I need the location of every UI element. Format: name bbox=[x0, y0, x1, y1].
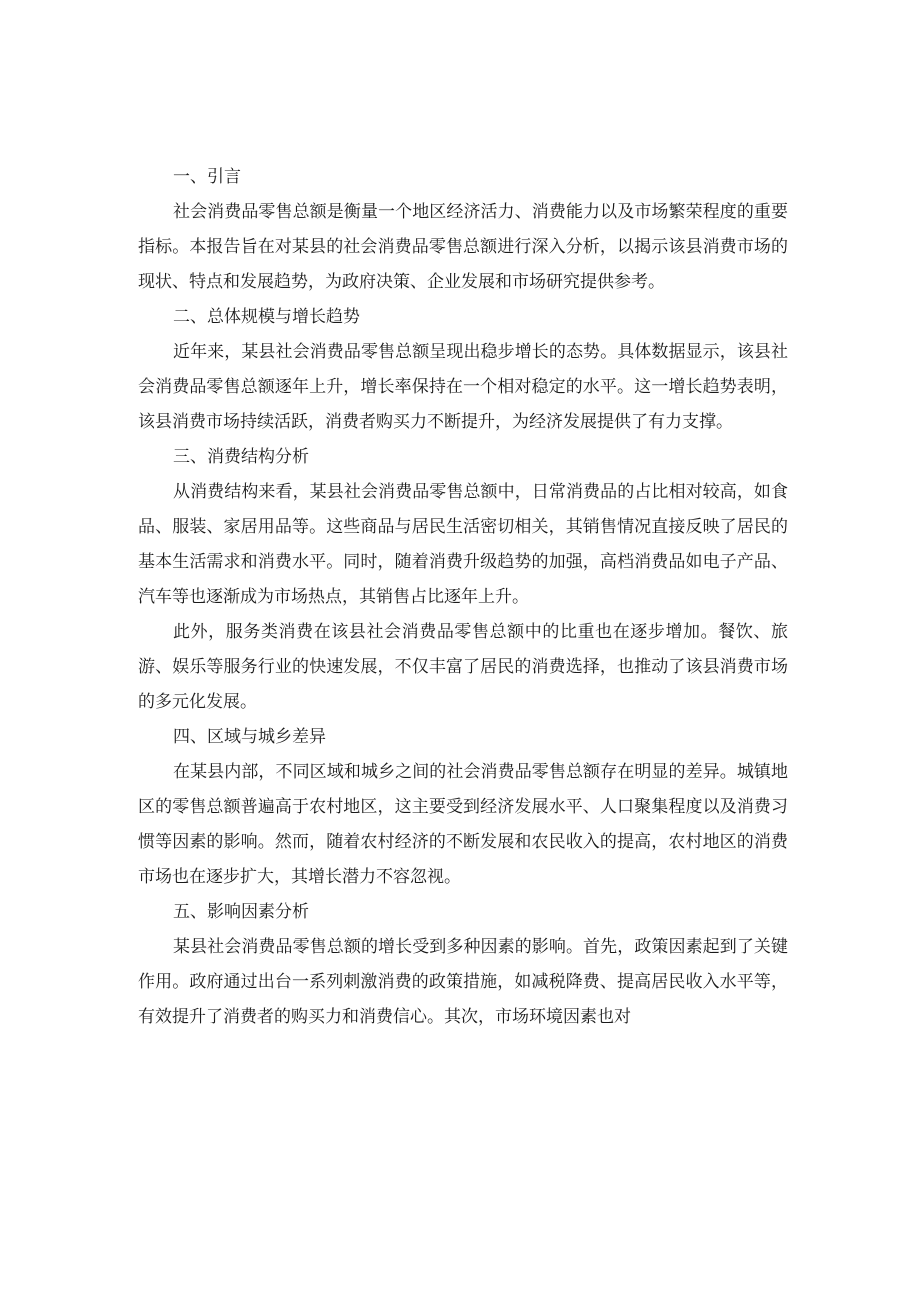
paragraph: 从消费结构来看，某县社会消费品零售总额中，日常消费品的占比相对较高，如食品、服装、家居用品等。这些商品与居民生活密切相关，其销售情况直接反映了居民的基本生活需求和消费水平。同时，随着消费升级趋势的加强，高档消费品如电子产品、汽车等也逐渐成为市场热点，其销售占比逐年上升。 bbox=[138, 482, 788, 607]
section-heading-regional-differences: 四、区域与城乡差异 bbox=[173, 727, 326, 747]
section-heading-influencing-factors: 五、影响因素分析 bbox=[173, 902, 309, 922]
paragraph: 某县社会消费品零售总额的增长受到多种因素的影响。首先，政策因素起到了关键作用。政府通过出台一系列刺激消费的政策措施，如减税降费、提高居民收入水平等，有效提升了消费者的购买力和消费信心。其次，市场环境因素也对 bbox=[138, 937, 788, 1027]
paragraph: 此外，服务类消费在该县社会消费品零售总额中的比重也在逐步增加。餐饮、旅游、娱乐等服务行业的快速发展，不仅丰富了居民的消费选择，也推动了该县消费市场的多元化发展。 bbox=[138, 622, 788, 712]
section-heading-scale-growth: 二、总体规模与增长趋势 bbox=[173, 307, 360, 327]
paragraph: 在某县内部，不同区域和城乡之间的社会消费品零售总额存在明显的差异。城镇地区的零售总额普遍高于农村地区，这主要受到经济发展水平、人口聚集程度以及消费习惯等因素的影响。然而，随着农村经济的不断发展和农民收入的提高，农村地区的消费市场也在逐步扩大，其增长潜力不容忽视。 bbox=[138, 762, 788, 887]
paragraph: 近年来，某县社会消费品零售总额呈现出稳步增长的态势。具体数据显示，该县社会消费品零售总额逐年上升，增长率保持在一个相对稳定的水平。这一增长趋势表明，该县消费市场持续活跃，消费者购买力不断提升，为经济发展提供了有力支撑。 bbox=[138, 342, 788, 432]
section-heading-consumption-structure: 三、消费结构分析 bbox=[173, 447, 309, 467]
section-heading-introduction: 一、引言 bbox=[173, 167, 241, 187]
paragraph: 社会消费品零售总额是衡量一个地区经济活力、消费能力以及市场繁荣程度的重要指标。本报告旨在对某县的社会消费品零售总额进行深入分析，以揭示该县消费市场的现状、特点和发展趋势，为政府决策、企业发展和市场研究提供参考。 bbox=[138, 202, 788, 292]
document-body bbox=[138, 160, 788, 1035]
